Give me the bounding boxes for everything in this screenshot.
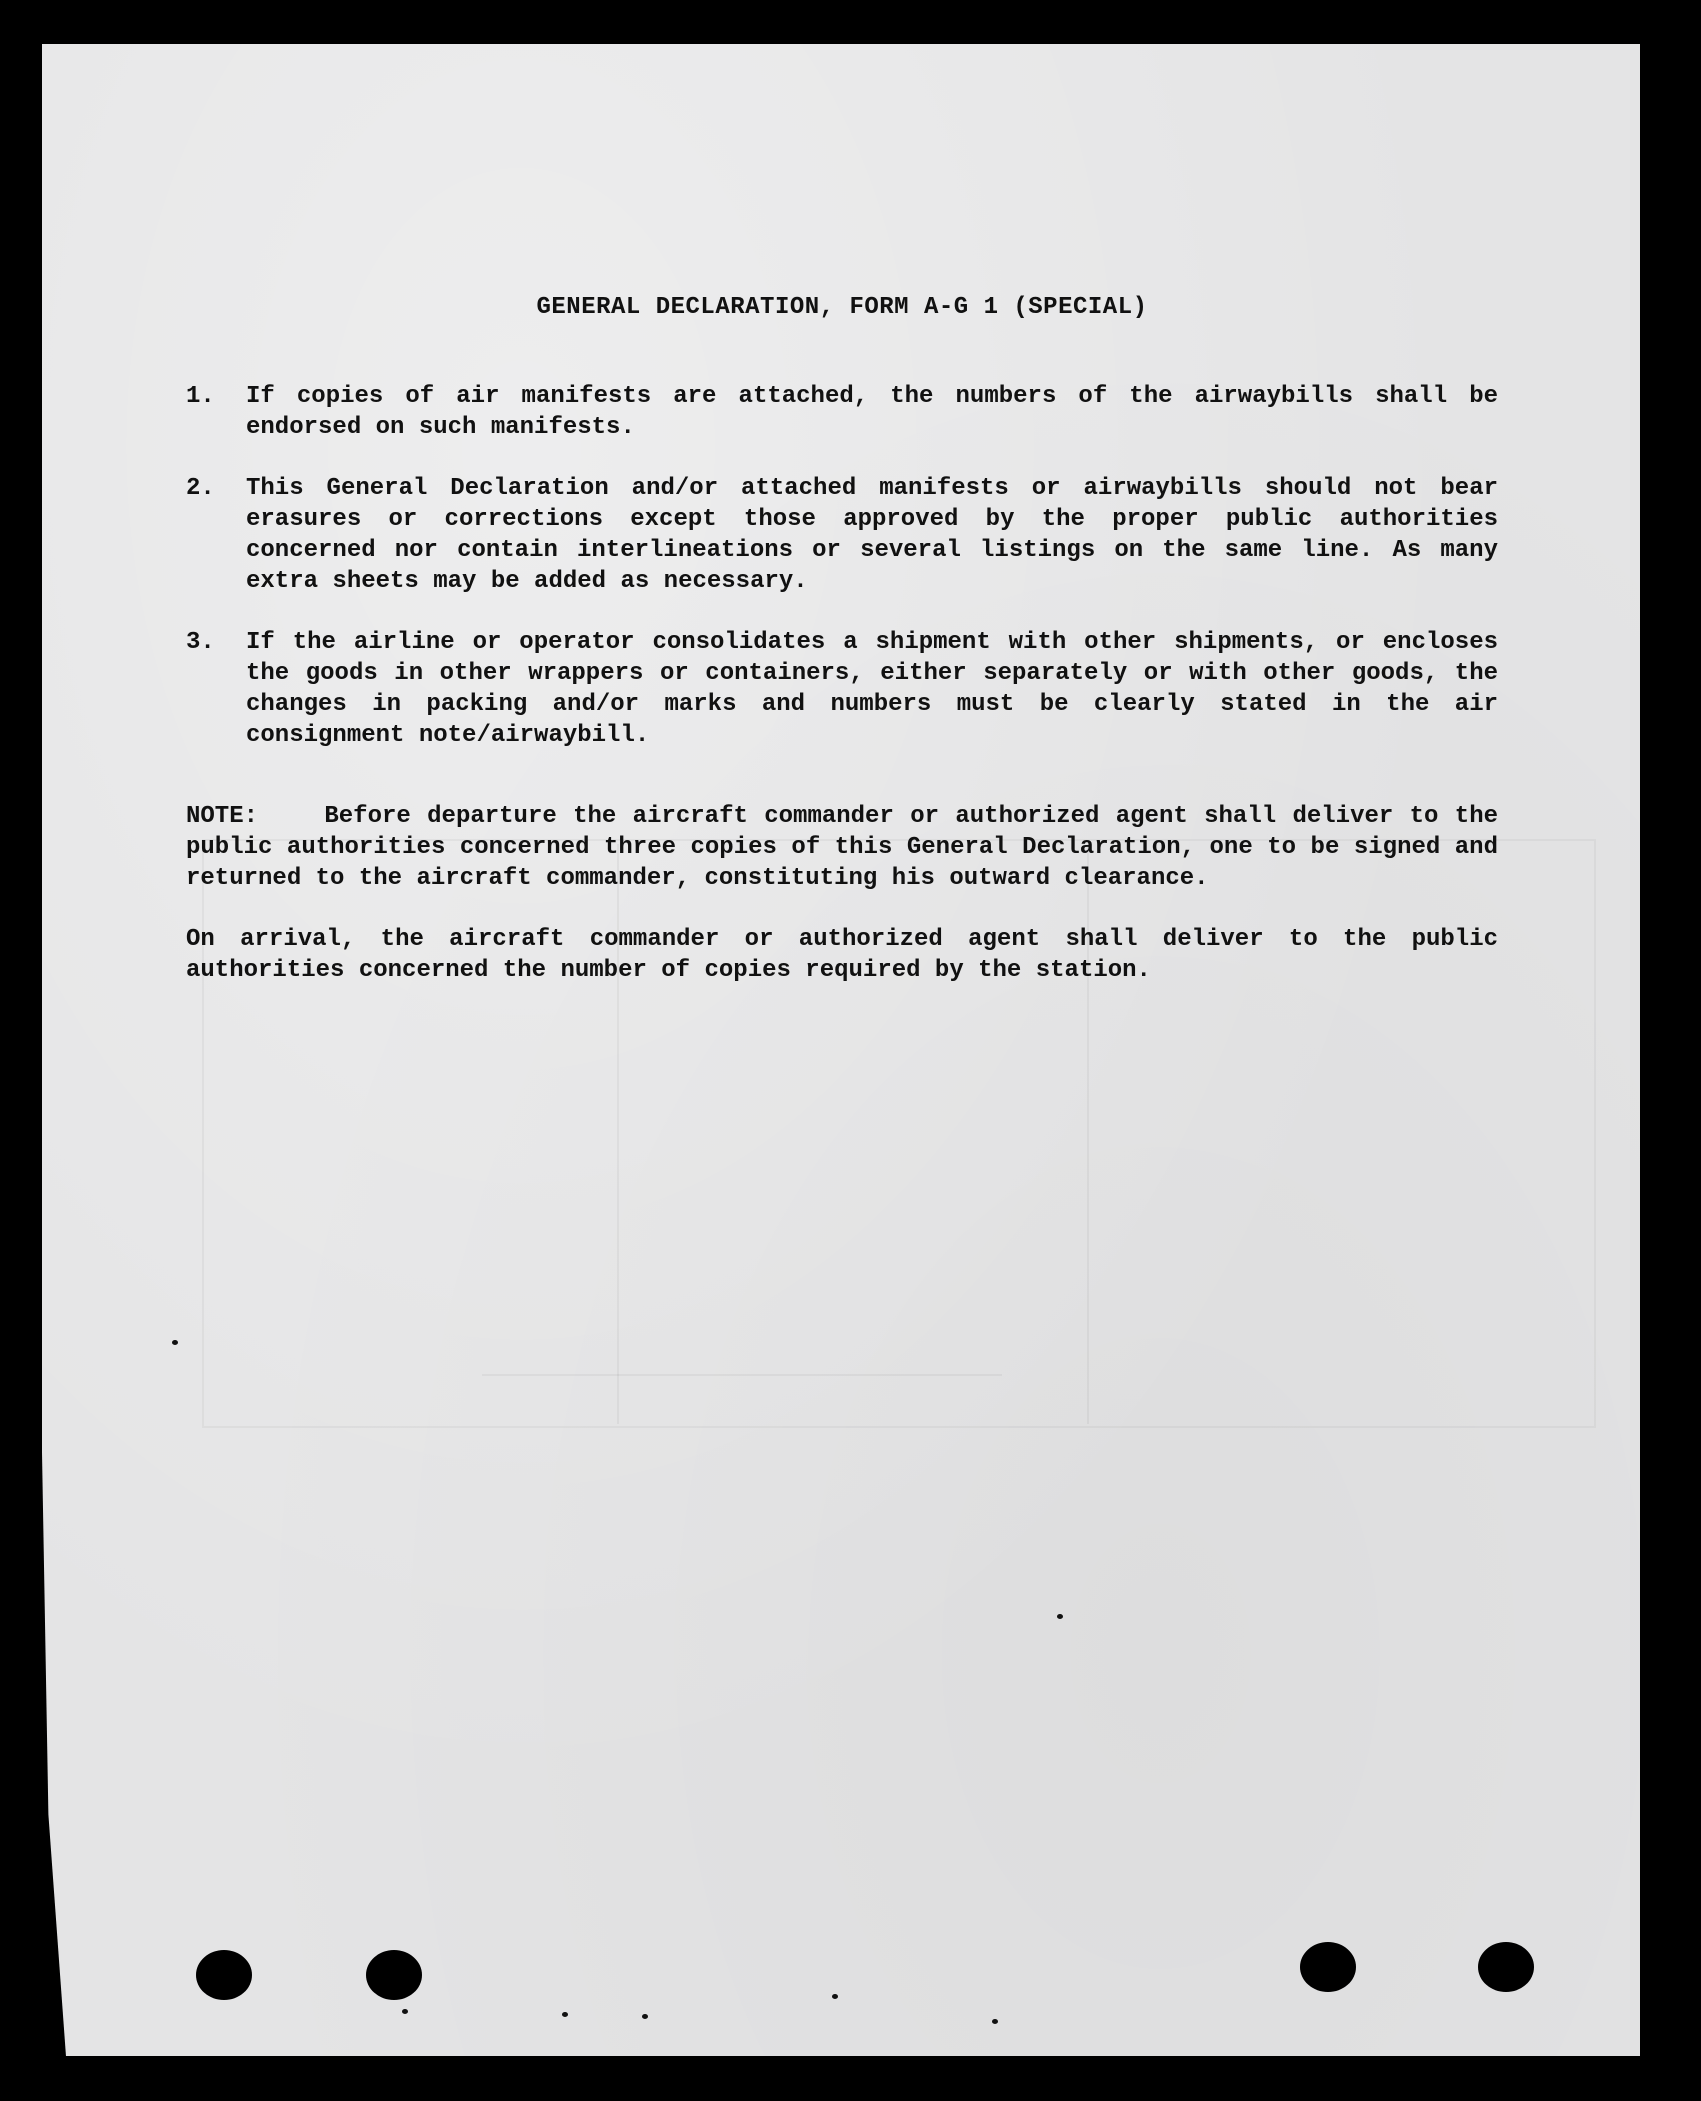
document-title: GENERAL DECLARATION, FORM A-G 1 (SPECIAL): [536, 294, 1148, 321]
scan-speck: [1057, 1614, 1063, 1619]
list-item-text: This General Declaration and/or attached manifests or airwaybills should not bear erasures or corrections except those approved by the proper public authorities concerned nor contain interlineations or several listings on the same line. As many extra sheets may be added as necessary.: [246, 475, 1498, 595]
punch-hole: [196, 1950, 252, 2000]
scan-speck: [562, 2012, 568, 2017]
scan-speck: [172, 1340, 178, 1345]
punch-hole: [366, 1950, 422, 2000]
note-label: NOTE:: [186, 803, 259, 830]
list-item-number: 1.: [186, 383, 215, 410]
note-paragraph: [186, 801, 1498, 894]
list-item-text: If the airline or operator consolidates a shipment with other shipments, or encloses the goods in other wrappers or containers, either separately or with other goods, the changes in packing and/or marks and numbers must be clearly stated in the air consignment note/airwaybill.: [246, 629, 1498, 749]
scan-speck: [832, 1994, 838, 1999]
list-item: [186, 627, 1498, 751]
list-item-number: 3.: [186, 629, 215, 656]
arrival-paragraph: On arrival, the aircraft commander or authorized agent shall deliver to the public authorities concerned the number of copies required by the station.: [186, 926, 1498, 984]
list-item-text: If copies of air manifests are attached, the numbers of the airwaybills shall be endorsed on such manifests.: [246, 383, 1498, 441]
document-body: [186, 292, 1498, 986]
bleed-through-line: [482, 1374, 1002, 1376]
list-item: [186, 381, 1498, 443]
scan-speck: [402, 2009, 408, 2014]
note-text: Before departure the aircraft commander or authorized agent shall deliver to the public authorities concerned three copies of this General Declaration, one to be signed and returned to the aircraft commander, constituting his outward clearance.: [186, 803, 1499, 892]
punch-hole: [1300, 1942, 1356, 1992]
list-item: [186, 473, 1498, 597]
scan-speck: [992, 2019, 998, 2024]
punch-hole: [1478, 1942, 1534, 1992]
scan-speck: [642, 2014, 648, 2019]
list-item-number: 2.: [186, 475, 215, 502]
